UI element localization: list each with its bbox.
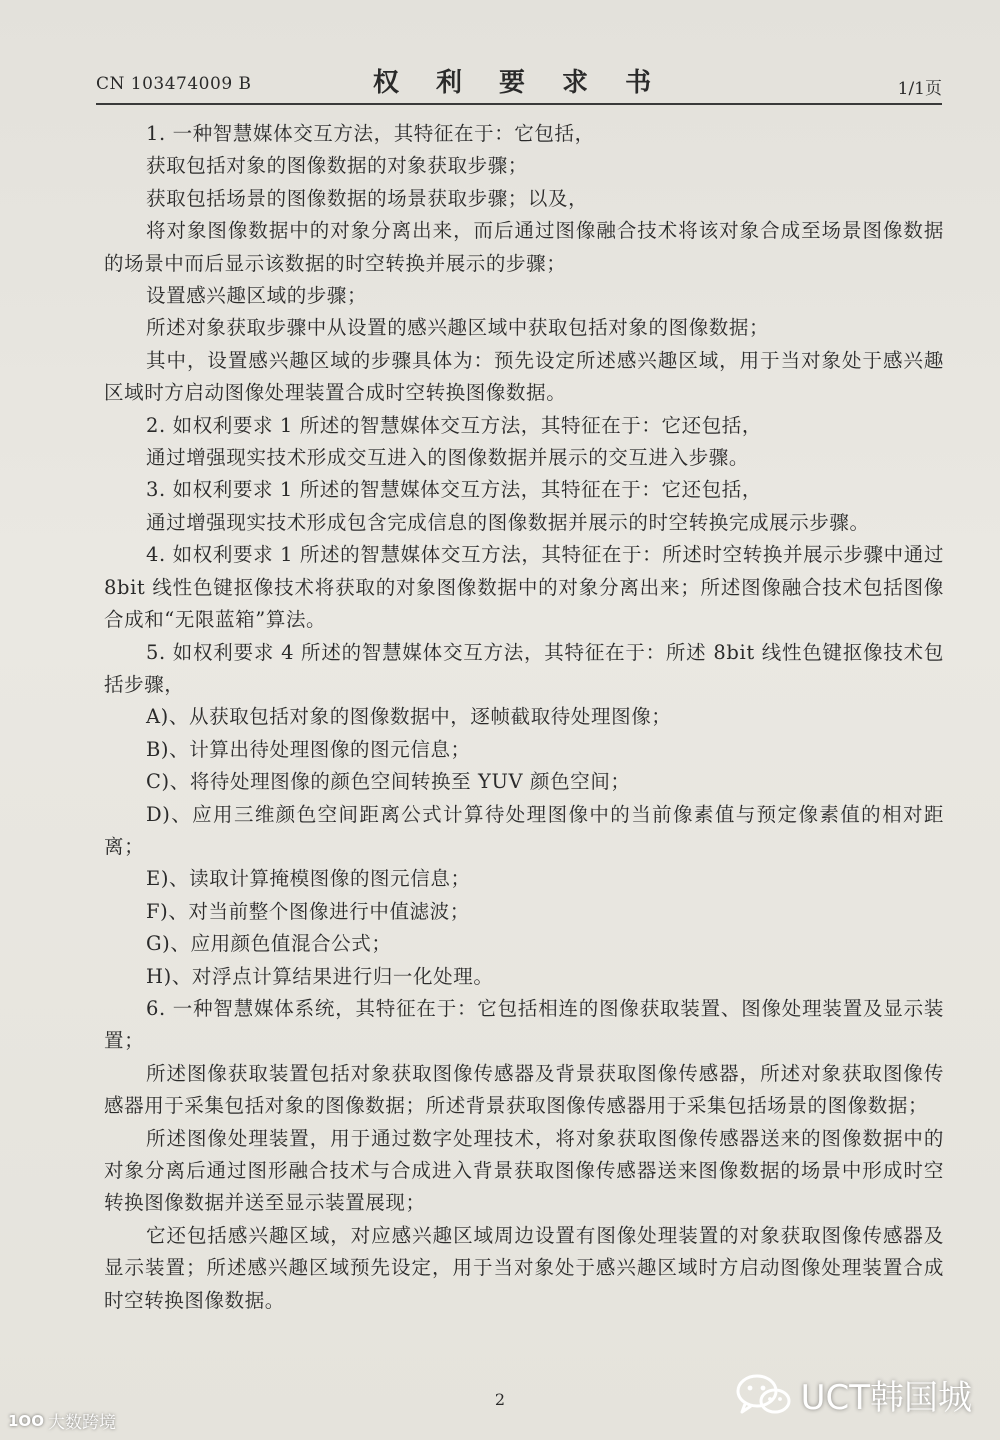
wechat-icon: [735, 1373, 791, 1417]
claim-paragraph: 设置感兴趣区域的步骤；: [146, 284, 368, 308]
watermark-right: [735, 1370, 972, 1419]
claim-paragraph: 将对象图像数据中的对象分离出来，而后通过图像融合技术将该对象合成至场景图像数据的场景中而后显示该数据的时空转换并展示的步骤；: [104, 219, 944, 275]
claim-paragraph: F)、对当前整个图像进行中值滤波；: [146, 899, 470, 923]
patent-number: CN 103474009 B: [96, 74, 252, 94]
claim-paragraph: E)、读取计算掩模图像的图元信息；: [146, 867, 471, 891]
page-indicator: 1/1页: [897, 79, 942, 99]
claims-body: [104, 118, 944, 1317]
claim-paragraph: B)、计算出待处理图像的图元信息；: [146, 737, 471, 761]
claim-paragraph: 所述对象获取步骤中从设置的感兴趣区域中获取包括对象的图像数据；: [146, 316, 770, 340]
document-header: [96, 62, 942, 102]
claim-paragraph: 其中，设置感兴趣区域的步骤具体为：预先设定所述感兴趣区域，用于当对象处于感兴趣区域时方启动图像处理装置合成时空转换图像数据。: [104, 348, 944, 405]
claim-paragraph: 所述图像处理装置，用于通过数字处理技术，将对象获取图像传感器送来的图像数据中的对象分离后通过图形融合技术与合成进入背景获取图像传感器送来图像数据的场景中形成时空转换图像数据并送至显示装置展现；: [104, 1126, 944, 1215]
claim-paragraph: 4. 如权利要求 1 所述的智慧媒体交互方法，其特征在于：所述时空转换并展示步骤中通过 8bit 线性色键抠像技术将获取的对象图像数据中的对象分离出来；所述图像融合技术包括图像合成和“无限蓝箱”算法。: [104, 543, 944, 632]
claim-paragraph: H)、对浮点计算结果进行归一化处理。: [146, 964, 494, 988]
watermark-right-text: UCT韩国城: [800, 1378, 972, 1418]
claim-paragraph: 通过增强现实技术形成交互进入的图像数据并展示的交互进入步骤。: [146, 446, 750, 470]
claim-paragraph: 获取包括对象的图像数据的对象获取步骤；: [146, 154, 528, 178]
claim-paragraph: 3. 如权利要求 1 所述的智慧媒体交互方法，其特征在于：它还包括，: [146, 478, 763, 502]
document-title: 权 利 要 求 书: [372, 68, 666, 98]
claim-paragraph: D)、应用三维颜色空间距离公式计算待处理图像中的当前像素值与预定像素值的相对距离；: [104, 802, 944, 858]
claim-paragraph: 2. 如权利要求 1 所述的智慧媒体交互方法，其特征在于：它还包括，: [146, 413, 763, 437]
claim-paragraph: 6. 一种智慧媒体系统，其特征在于：它包括相连的图像获取装置、图像处理装置及显示装置；: [104, 996, 944, 1053]
page-number: 2: [494, 1390, 506, 1409]
claim-paragraph: 通过增强现实技术形成包含完成信息的图像数据并展示的时空转换完成展示步骤。: [146, 510, 870, 534]
claim-paragraph: 所述图像获取装置包括对象获取图像传感器及背景获取图像传感器，所述对象获取图像传感器用于采集包括对象的图像数据；所述背景获取图像传感器用于采集包括场景的图像数据；: [104, 1061, 944, 1118]
watermark-left-text: 大数跨境: [47, 1413, 116, 1433]
claim-paragraph: A)、从获取包括对象的图像数据中，逐帧截取待处理图像；: [146, 705, 672, 729]
claim-paragraph: 它还包括感兴趣区域，对应感兴趣区域周边设置有图像处理装置的对象获取图像传感器及显示装置；所述感兴趣区域预先设定，用于当对象处于感兴趣区域时方启动图像处理装置合成时空转换图像数据。: [104, 1223, 944, 1312]
claim-paragraph: C)、将待处理图像的颜色空间转换至 YUV 颜色空间；: [146, 770, 631, 794]
watermark-left: [8, 1408, 116, 1433]
claim-paragraph: 1. 一种智慧媒体交互方法，其特征在于：它包括，: [146, 122, 595, 145]
header-divider: [96, 103, 942, 105]
claim-paragraph: 获取包括场景的图像数据的场景获取步骤；以及，: [146, 186, 589, 210]
claim-paragraph: G)、应用颜色值混合公式；: [146, 932, 392, 956]
watermark-logo-icon: 1OO: [8, 1411, 44, 1430]
claim-paragraph: 5. 如权利要求 4 所述的智慧媒体交互方法，其特征在于：所述 8bit 线性色键抠像技术包括步骤，: [104, 640, 944, 696]
